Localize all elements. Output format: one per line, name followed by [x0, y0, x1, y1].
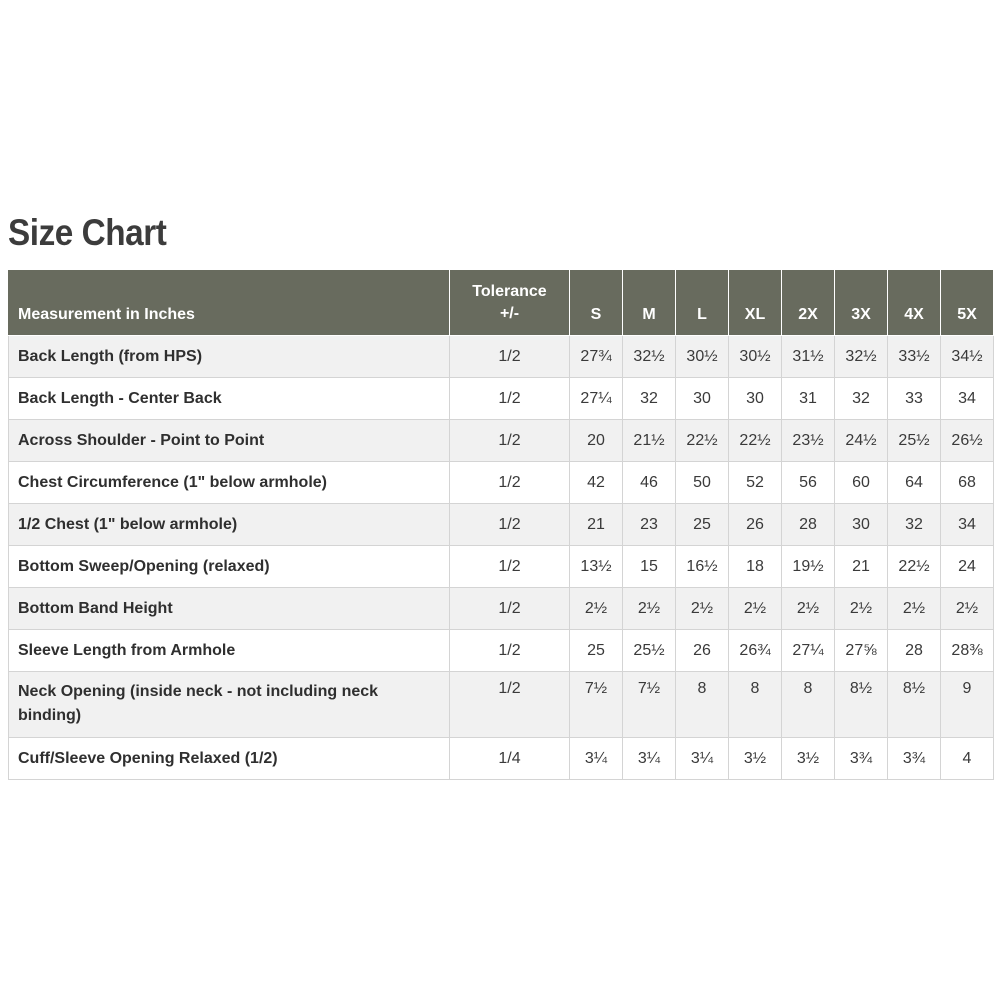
header-size: L [676, 270, 729, 336]
size-value-cell: 28 [888, 630, 941, 672]
measurement-label: Cuff/Sleeve Opening Relaxed (1/2) [9, 738, 450, 780]
header-size: 2X [782, 270, 835, 336]
size-value-cell: 24 [941, 546, 994, 588]
size-value-cell: 22½ [676, 420, 729, 462]
size-value-cell: 8½ [888, 672, 941, 738]
size-value-cell: 2½ [888, 588, 941, 630]
size-value-cell: 23½ [782, 420, 835, 462]
size-value-cell: 2½ [782, 588, 835, 630]
size-value-cell: 27¼ [570, 378, 623, 420]
size-value-cell: 28⅜ [941, 630, 994, 672]
size-value-cell: 8 [729, 672, 782, 738]
table-row [9, 336, 994, 378]
size-value-cell: 20 [570, 420, 623, 462]
size-value-cell: 8½ [835, 672, 888, 738]
tolerance-cell: 1/2 [450, 378, 570, 420]
size-value-cell: 31½ [782, 336, 835, 378]
header-size: XL [729, 270, 782, 336]
size-value-cell: 34 [941, 378, 994, 420]
size-value-cell: 26¾ [729, 630, 782, 672]
size-value-cell: 8 [782, 672, 835, 738]
size-value-cell: 32 [623, 378, 676, 420]
measurement-label: Chest Circumference (1" below armhole) [9, 462, 450, 504]
size-value-cell: 2½ [570, 588, 623, 630]
tolerance-cell: 1/2 [450, 672, 570, 738]
tolerance-cell: 1/2 [450, 462, 570, 504]
header-tolerance [450, 270, 570, 336]
size-value-cell: 3½ [782, 738, 835, 780]
size-value-cell: 21½ [623, 420, 676, 462]
size-value-cell: 25½ [623, 630, 676, 672]
tolerance-cell: 1/2 [450, 588, 570, 630]
size-value-cell: 3¼ [570, 738, 623, 780]
table-row [9, 588, 994, 630]
size-value-cell: 33 [888, 378, 941, 420]
measurement-label: Bottom Band Height [9, 588, 450, 630]
size-value-cell: 2½ [941, 588, 994, 630]
size-value-cell: 26½ [941, 420, 994, 462]
size-value-cell: 3¾ [888, 738, 941, 780]
size-value-cell: 9 [941, 672, 994, 738]
header-tolerance-line1: Tolerance [472, 282, 547, 300]
size-value-cell: 26 [729, 504, 782, 546]
size-value-cell: 4 [941, 738, 994, 780]
tolerance-cell: 1/2 [450, 504, 570, 546]
header-row [9, 270, 994, 336]
header-size: 4X [888, 270, 941, 336]
size-value-cell: 3¼ [623, 738, 676, 780]
table-row [9, 672, 994, 738]
measurement-label: Sleeve Length from Armhole [9, 630, 450, 672]
table-row [9, 738, 994, 780]
measurement-label: Back Length - Center Back [9, 378, 450, 420]
size-value-cell: 32 [835, 378, 888, 420]
size-value-cell: 25 [570, 630, 623, 672]
size-value-cell: 3¼ [676, 738, 729, 780]
size-value-cell: 16½ [676, 546, 729, 588]
size-value-cell: 25½ [888, 420, 941, 462]
size-value-cell: 27¾ [570, 336, 623, 378]
size-value-cell: 18 [729, 546, 782, 588]
size-value-cell: 15 [623, 546, 676, 588]
size-value-cell: 31 [782, 378, 835, 420]
tolerance-cell: 1/2 [450, 630, 570, 672]
size-value-cell: 52 [729, 462, 782, 504]
size-value-cell: 2½ [623, 588, 676, 630]
table-row [9, 420, 994, 462]
header-measurement: Measurement in Inches [9, 270, 450, 336]
size-value-cell: 2½ [729, 588, 782, 630]
size-value-cell: 22½ [888, 546, 941, 588]
header-size: 3X [835, 270, 888, 336]
header-tolerance-line2: +/- [499, 304, 520, 322]
size-value-cell: 32½ [835, 336, 888, 378]
size-value-cell: 60 [835, 462, 888, 504]
measurement-label: Back Length (from HPS) [9, 336, 450, 378]
size-value-cell: 27¼ [782, 630, 835, 672]
size-value-cell: 19½ [782, 546, 835, 588]
size-value-cell: 32 [888, 504, 941, 546]
size-value-cell: 8 [676, 672, 729, 738]
header-size: S [570, 270, 623, 336]
size-value-cell: 7½ [623, 672, 676, 738]
tolerance-cell: 1/2 [450, 336, 570, 378]
tolerance-cell: 1/4 [450, 738, 570, 780]
tolerance-cell: 1/2 [450, 546, 570, 588]
size-value-cell: 13½ [570, 546, 623, 588]
size-value-cell: 28 [782, 504, 835, 546]
size-value-cell: 68 [941, 462, 994, 504]
header-size: 5X [941, 270, 994, 336]
size-value-cell: 30½ [729, 336, 782, 378]
size-value-cell: 30 [835, 504, 888, 546]
header-size: M [623, 270, 676, 336]
size-value-cell: 64 [888, 462, 941, 504]
size-value-cell: 30 [729, 378, 782, 420]
size-value-cell: 25 [676, 504, 729, 546]
table-row [9, 504, 994, 546]
measurement-label: Neck Opening (inside neck - not including neck binding) [9, 672, 450, 738]
table-row [9, 462, 994, 504]
size-value-cell: 30½ [676, 336, 729, 378]
table-row [9, 378, 994, 420]
measurement-label: Across Shoulder - Point to Point [9, 420, 450, 462]
size-value-cell: 3¾ [835, 738, 888, 780]
size-value-cell: 50 [676, 462, 729, 504]
size-value-cell: 21 [570, 504, 623, 546]
measurement-label: 1/2 Chest (1" below armhole) [9, 504, 450, 546]
size-value-cell: 2½ [676, 588, 729, 630]
size-value-cell: 22½ [729, 420, 782, 462]
size-value-cell: 21 [835, 546, 888, 588]
size-value-cell: 42 [570, 462, 623, 504]
size-value-cell: 24½ [835, 420, 888, 462]
size-value-cell: 26 [676, 630, 729, 672]
size-value-cell: 34½ [941, 336, 994, 378]
size-chart-table [8, 269, 994, 780]
measurement-label: Bottom Sweep/Opening (relaxed) [9, 546, 450, 588]
table-row [9, 546, 994, 588]
size-value-cell: 30 [676, 378, 729, 420]
page-title: Size Chart [8, 212, 167, 253]
size-value-cell: 56 [782, 462, 835, 504]
tolerance-cell: 1/2 [450, 420, 570, 462]
size-value-cell: 2½ [835, 588, 888, 630]
size-value-cell: 3½ [729, 738, 782, 780]
size-value-cell: 46 [623, 462, 676, 504]
size-value-cell: 7½ [570, 672, 623, 738]
size-value-cell: 32½ [623, 336, 676, 378]
size-value-cell: 27⅝ [835, 630, 888, 672]
table-row [9, 630, 994, 672]
size-value-cell: 33½ [888, 336, 941, 378]
size-value-cell: 34 [941, 504, 994, 546]
table-body [9, 336, 994, 780]
size-value-cell: 23 [623, 504, 676, 546]
